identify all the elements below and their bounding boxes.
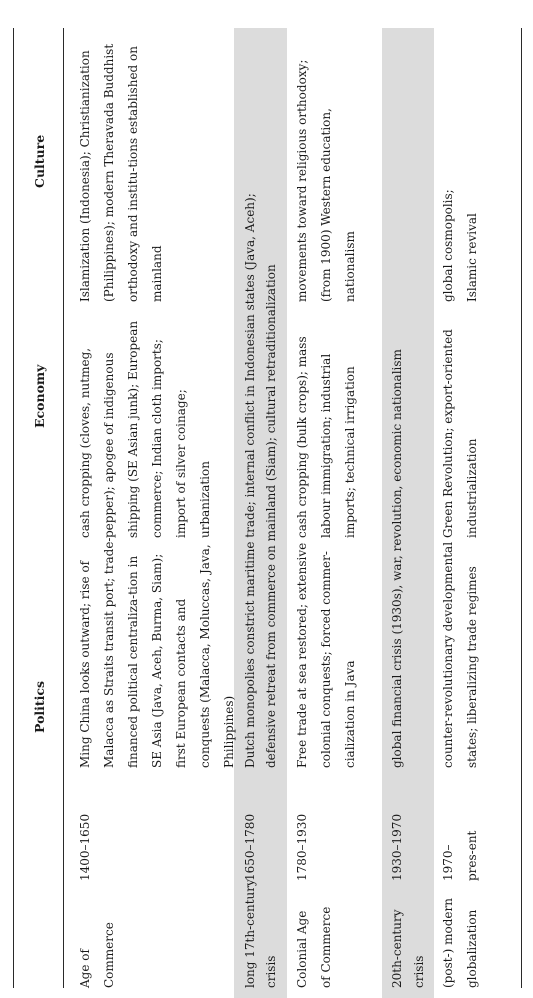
header-culture: Culture	[32, 134, 47, 188]
row4-dates: 1930–1970	[390, 813, 404, 881]
row3-dates: 1780–1930	[295, 813, 309, 881]
row1-culture: Islamization (Indonesia); Christianization (Philippines); modern Theravada Buddhist orthodoxy and institu-tions established on mainland	[78, 43, 164, 302]
row1-economy: cash cropping (cloves, nutmeg, pepper); apogee of indigenous shipping (SE Asian junk); European commerce; Indian cloth imports; import of silver coinage; urbanization	[78, 320, 212, 538]
row4-merged-line1: global financial crisis (1930s), war, revolution, economic nationalism	[390, 349, 404, 768]
row3-culture: movements toward religious orthodoxy; (from 1900) Western education, nationalism	[295, 59, 357, 302]
rule-top	[13, 28, 14, 988]
row1-period: Age of Commerce	[78, 922, 116, 988]
row4-period: 20th-century crisis	[390, 909, 426, 988]
row2-dates: 1650–1780	[243, 813, 257, 881]
row5-culture: global cosmopolis; Islamic revival	[441, 189, 479, 302]
row5-dates: 1970–pres-ent	[441, 830, 479, 881]
row3-economy: cash cropping (bulk crops); mass labour immigration; industrial imports; technical irrigation	[295, 336, 357, 538]
row2-merged-line1: Dutch monopolies constrict maritime trade; internal conflict in Indonesian states (Java, Aceh);	[243, 193, 257, 768]
header-politics: Politics	[32, 680, 47, 733]
row2-period: long 17th-century crisis	[243, 879, 278, 988]
row1-dates: 1400–1650	[78, 813, 92, 881]
row5-economy: Green Revolution; export-oriented industrialization	[441, 329, 479, 538]
row5-period: (post-) modern globalization	[441, 898, 479, 988]
rule-bottom	[521, 28, 522, 988]
row3-period: Colonial Age of Commerce	[295, 906, 333, 988]
row1-politics: Ming China looks outward; rise of Malacca as Straits transit port; trade-financed political centraliza-tion in SE Asia (Java, Aceh, Burma, Siam); first European contacts and conquests (Malacca, Moluccas, Java, Philippines)	[78, 537, 236, 768]
header-economy: Economy	[32, 364, 47, 428]
row3-politics: Free trade at sea restored; extensive colonial conquests; forced commer-cialization in Java	[295, 542, 357, 768]
row5-politics: counter-revolutionary developmental states; liberalizing trade regimes	[441, 541, 479, 768]
rule-header	[63, 28, 64, 988]
row2-merged-line2: defensive retreat from commerce on mainland (Siam); cultural retraditionalization	[264, 264, 278, 768]
